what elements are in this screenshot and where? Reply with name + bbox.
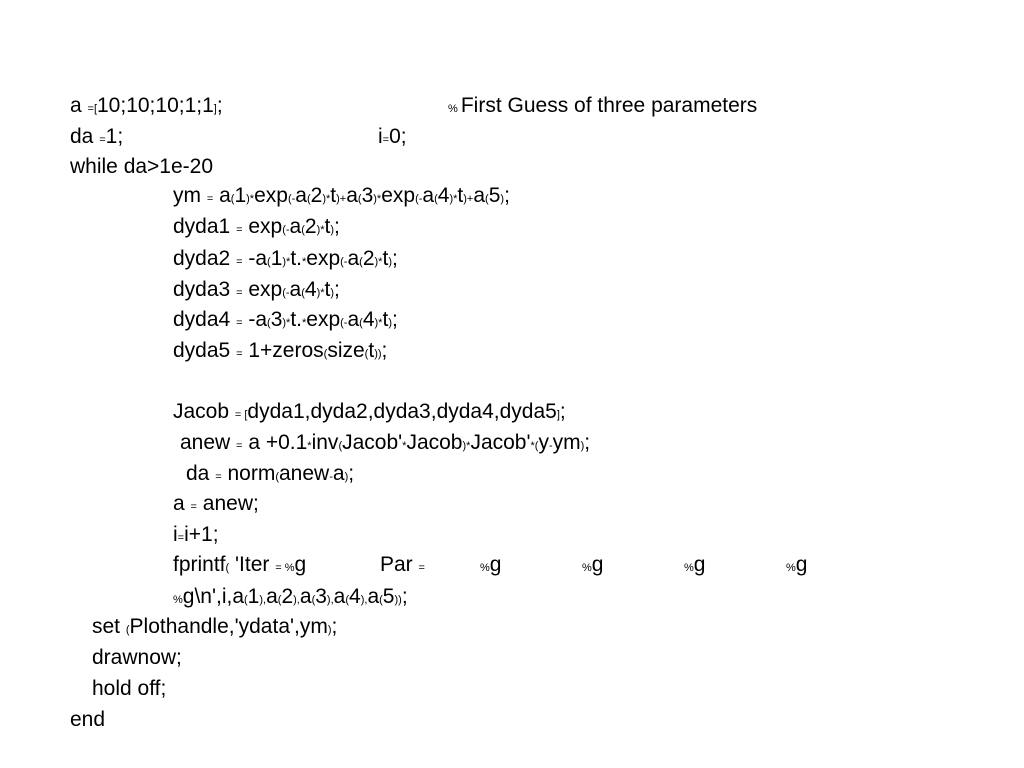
code-text: exp <box>242 278 283 301</box>
code-text: ; <box>584 431 591 454</box>
code-symbol: ( <box>301 287 305 299</box>
code-text: ; <box>348 462 355 485</box>
code-line <box>173 489 259 522</box>
code-line <box>173 275 340 308</box>
code-text: 2 <box>304 215 317 238</box>
code-text: ym <box>173 184 207 207</box>
code-text: ; <box>334 215 340 238</box>
code-text: ; <box>559 400 566 423</box>
code-symbol: ) <box>330 224 335 236</box>
code-text: anew <box>180 431 237 454</box>
code-symbol: ( <box>434 193 438 205</box>
code-text: exp <box>306 308 341 331</box>
code-text: Jacob <box>406 431 463 454</box>
code-text: ; <box>381 339 388 362</box>
code-text: a <box>70 94 88 117</box>
code-line <box>186 459 354 492</box>
code-symbol: ) <box>344 471 349 483</box>
code-symbol: ( <box>277 594 282 606</box>
code-text: t <box>324 215 331 238</box>
code-text: dyda1 <box>173 215 237 238</box>
code-text: -a <box>242 247 268 270</box>
code-line <box>173 244 398 277</box>
code-symbol: ) <box>500 193 505 205</box>
code-text: t <box>324 278 331 301</box>
code-text: exp <box>381 184 416 207</box>
code-line <box>173 181 510 214</box>
code-line <box>684 550 705 583</box>
code-text: Plothandle,'ydata',ym <box>129 615 328 638</box>
code-text: ; <box>391 247 398 270</box>
code-symbol: = <box>190 501 197 513</box>
code-line <box>173 397 566 430</box>
code-text: 2 <box>310 184 323 207</box>
code-symbol: = <box>236 224 243 236</box>
code-text: i <box>378 125 383 148</box>
code-symbol: ) <box>330 287 335 299</box>
code-text: g\n',i,a <box>182 585 244 608</box>
code-symbol: - <box>329 471 333 483</box>
code-text: anew <box>279 462 330 485</box>
code-symbol: ( <box>359 317 363 329</box>
code-symbol: = <box>418 562 425 574</box>
code-text: First Guess of three parameters <box>460 94 758 117</box>
code-symbol: )* <box>316 287 325 299</box>
code-text: 3 <box>361 184 374 207</box>
code-text: 2 <box>362 247 375 270</box>
code-text: inv <box>311 431 339 454</box>
code-line <box>173 520 219 553</box>
code-text: g <box>591 553 604 576</box>
code-symbol: ( <box>244 594 248 606</box>
code-text: a <box>289 278 302 301</box>
code-line <box>70 91 223 124</box>
code-text: size <box>327 339 365 362</box>
code-symbol: = <box>236 256 243 268</box>
code-text: a <box>473 184 486 207</box>
code-symbol: )) <box>374 348 382 360</box>
code-symbol: *( <box>530 440 539 452</box>
code-symbol: (- <box>282 287 290 299</box>
code-line <box>380 550 425 583</box>
code-symbol: ), <box>360 594 368 606</box>
code-line <box>582 550 603 583</box>
code-symbol: )* <box>374 317 383 329</box>
code-text: i <box>173 523 178 546</box>
code-text: t. <box>290 247 302 270</box>
code-symbol: )) <box>394 594 402 606</box>
code-symbol: = [ <box>234 409 248 421</box>
code-symbol: ( <box>379 594 383 606</box>
code-symbol: )* <box>462 440 471 452</box>
code-symbol: (- <box>340 256 348 268</box>
code-text: fprintf <box>173 553 226 576</box>
code-symbol: = <box>177 532 185 544</box>
code-line <box>173 550 306 583</box>
code-symbol: ( <box>125 624 130 636</box>
code-text: ; <box>504 184 510 207</box>
code-symbol: )* <box>449 193 458 205</box>
code-text: 1+zeros <box>242 339 324 362</box>
code-symbol: (- <box>415 193 423 205</box>
code-symbol: )* <box>322 193 331 205</box>
code-symbol: ( <box>267 317 271 329</box>
code-line <box>173 582 408 615</box>
code-symbol: ( <box>359 256 363 268</box>
code-symbol: % <box>786 562 796 574</box>
code-text: ; <box>331 615 338 638</box>
code-text: 'Iter <box>229 553 276 576</box>
code-text: 5 <box>488 184 501 207</box>
code-text: norm <box>221 462 276 485</box>
code-text: Jacob' <box>342 431 403 454</box>
code-text: t <box>330 184 337 207</box>
code-text: g <box>294 553 307 576</box>
code-symbol: )+ <box>463 193 474 205</box>
code-symbol: ( <box>301 224 305 236</box>
code-text: a <box>213 184 231 207</box>
code-symbol: * <box>302 317 307 329</box>
code-text: a <box>422 184 435 207</box>
code-text: drawnow; <box>92 646 182 669</box>
code-text: dyda4 <box>173 308 237 331</box>
code-text: dyda5 <box>173 339 237 362</box>
code-symbol: ( <box>225 562 230 574</box>
code-text: exp <box>254 184 288 207</box>
code-text: a <box>299 585 312 608</box>
code-text: 4 <box>349 585 361 608</box>
code-text: exp <box>306 247 341 270</box>
code-text: ym <box>552 431 581 454</box>
code-text: a <box>332 462 345 485</box>
code-text: a <box>295 184 307 207</box>
code-symbol: ( <box>311 594 316 606</box>
code-symbol: = <box>236 287 243 299</box>
code-symbol: )* <box>282 317 291 329</box>
code-symbol: =[ <box>87 103 97 115</box>
code-symbol: ( <box>364 348 369 360</box>
code-symbol: ] <box>213 103 217 115</box>
code-text: a <box>367 585 380 608</box>
code-symbol: (- <box>340 317 348 329</box>
code-symbol: ) <box>327 624 332 636</box>
code-text: ; <box>401 585 408 608</box>
code-symbol: ( <box>230 193 235 205</box>
code-symbol: ( <box>306 193 311 205</box>
code-text: 10;10;10;1;1 <box>97 94 214 117</box>
code-text: y <box>538 431 549 454</box>
code-text: 1 <box>247 585 260 608</box>
code-symbol: ( <box>323 348 328 360</box>
code-text: 2 <box>281 585 294 608</box>
code-text: anew; <box>196 492 259 515</box>
code-text: -a <box>242 308 268 331</box>
code-symbol: = <box>99 134 106 146</box>
code-symbol: ( <box>275 471 279 483</box>
code-text: 4 <box>437 184 450 207</box>
code-line <box>786 550 807 583</box>
code-symbol: )* <box>373 193 382 205</box>
code-symbol: (- <box>287 193 296 205</box>
code-symbol: % <box>582 562 592 574</box>
code-line <box>70 152 213 182</box>
code-line <box>92 674 166 704</box>
code-text: exp <box>242 215 283 238</box>
code-text: t. <box>290 308 302 331</box>
code-text: Jacob <box>173 400 235 423</box>
code-text: a <box>289 215 302 238</box>
code-text: a <box>266 585 278 608</box>
code-line <box>173 305 398 338</box>
code-text: ; <box>391 308 398 331</box>
code-text: 5 <box>382 585 395 608</box>
code-text: while da>1e-20 <box>70 155 214 178</box>
code-symbol: ) <box>388 317 392 329</box>
code-comment <box>448 91 757 124</box>
code-text: t <box>368 339 375 362</box>
code-text: g <box>693 553 706 576</box>
code-symbol: = % <box>275 562 295 574</box>
code-symbol: )* <box>246 193 255 205</box>
code-line <box>173 212 340 245</box>
code-symbol: = <box>206 193 214 205</box>
code-symbol: * <box>307 440 312 452</box>
code-text: da <box>186 462 216 485</box>
code-text: a <box>347 247 360 270</box>
code-text: Jacob' <box>470 431 531 454</box>
code-text: g <box>489 553 502 576</box>
code-text: t <box>382 308 389 331</box>
code-text: dyda1,dyda2,dyda3,dyda4,dyda5 <box>247 400 557 423</box>
code-symbol: = <box>236 440 243 452</box>
code-symbol: )+ <box>336 193 347 205</box>
code-text: a <box>173 492 191 515</box>
code-text: a <box>347 308 360 331</box>
code-text: a <box>346 184 358 207</box>
code-line <box>480 550 501 583</box>
code-symbol: = <box>382 134 390 146</box>
code-line <box>92 612 337 645</box>
code-line <box>180 428 590 461</box>
code-text: 4 <box>362 308 375 331</box>
code-symbol: ), <box>293 594 300 606</box>
code-symbol: ), <box>326 594 334 606</box>
code-line <box>70 705 105 735</box>
code-line <box>173 336 387 369</box>
code-symbol: * <box>402 440 407 452</box>
code-line <box>92 643 182 673</box>
code-text: g <box>795 553 808 576</box>
code-text: 4 <box>304 278 317 301</box>
code-symbol: ) <box>388 256 392 268</box>
code-text: 3 <box>270 308 283 331</box>
code-text: ; <box>334 278 340 301</box>
code-symbol: % <box>684 562 694 574</box>
code-symbol: (- <box>282 224 290 236</box>
code-line <box>378 122 407 155</box>
code-text: 3 <box>315 585 327 608</box>
code-text: da <box>70 125 100 148</box>
code-symbol: % <box>448 103 461 115</box>
code-text: dyda2 <box>173 247 237 270</box>
code-symbol: % <box>480 562 490 574</box>
code-text: ; <box>216 94 223 117</box>
code-line <box>70 122 123 155</box>
code-text: 0; <box>389 125 407 148</box>
code-text: i+1; <box>184 523 219 546</box>
code-symbol: )* <box>316 224 325 236</box>
code-text: a <box>333 585 346 608</box>
code-text: a +0.1 <box>242 431 308 454</box>
code-text: Par <box>380 553 419 576</box>
code-symbol: * <box>302 256 307 268</box>
code-symbol: ), <box>259 594 267 606</box>
code-symbol: ) <box>580 440 585 452</box>
code-text: 1 <box>270 247 283 270</box>
code-symbol: )* <box>374 256 383 268</box>
code-symbol: ( <box>485 193 489 205</box>
code-symbol: = <box>215 471 222 483</box>
code-symbol: = <box>236 348 243 360</box>
code-text: end <box>70 708 106 731</box>
code-symbol: ( <box>345 594 350 606</box>
code-text: 1 <box>234 184 247 207</box>
code-symbol: % <box>173 594 183 606</box>
code-symbol: )* <box>282 256 291 268</box>
code-text: set <box>92 615 126 638</box>
code-text: hold off; <box>92 677 167 700</box>
code-text: t <box>457 184 464 207</box>
code-symbol: = <box>236 317 243 329</box>
code-symbol: - <box>548 440 553 452</box>
code-symbol: ( <box>357 193 362 205</box>
code-symbol: ] <box>556 409 560 421</box>
code-text: 1; <box>105 125 124 148</box>
code-text: t <box>382 247 389 270</box>
code-text: dyda3 <box>173 278 237 301</box>
code-symbol: ( <box>267 256 271 268</box>
code-symbol: ( <box>338 440 343 452</box>
